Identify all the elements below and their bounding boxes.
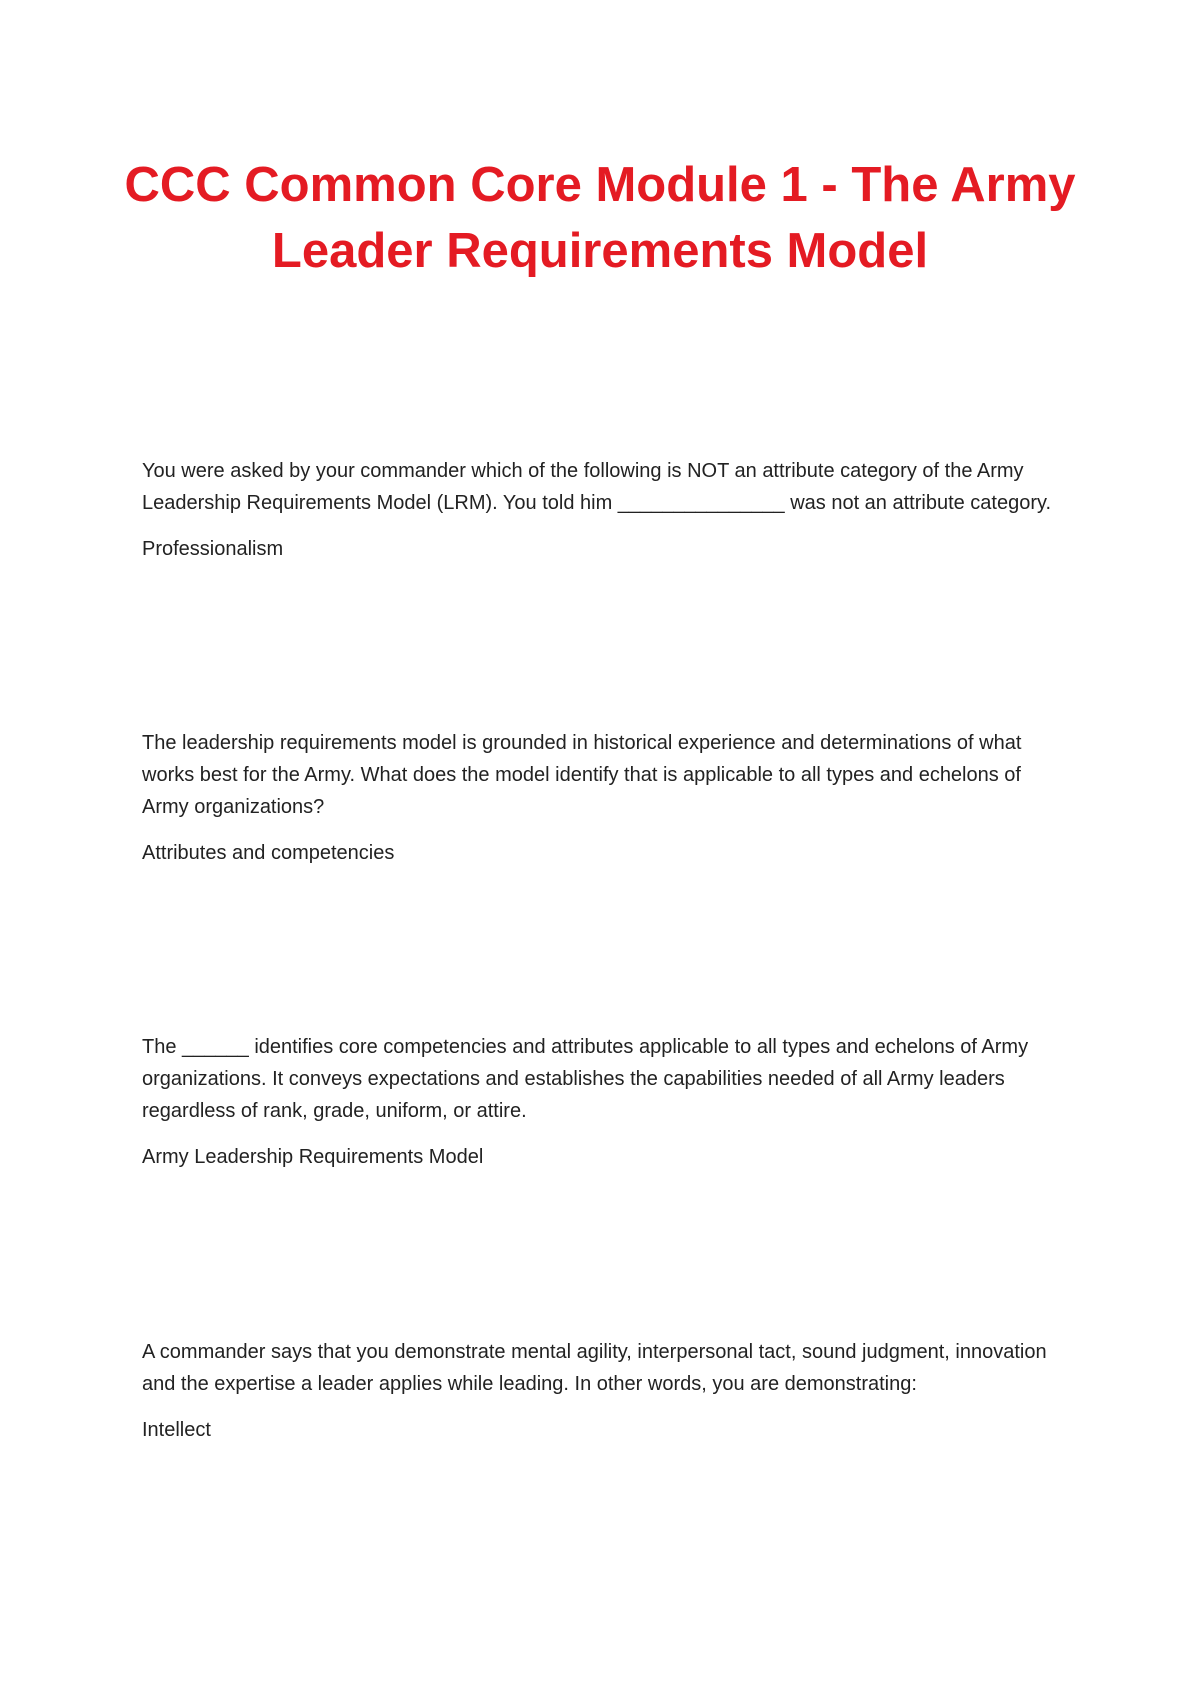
question-text: A commander says that you demonstrate mental agility, interpersonal tact, sound judgment, innovation and the expertise a leader applies while leading. In other words, you are demonstrating: <box>142 1341 1047 1395</box>
answer-text: Army Leadership Requirements Model <box>142 1146 484 1168</box>
question-text: The leadership requirements model is grounded in historical experience and determinations of what works best for the Army. What does the model identify that is applicable to all types and echelons of Army organizations? <box>142 732 1022 818</box>
question-text: The ______ identifies core competencies and attributes applicable to all types and echelons of Army organizations. It conveys expectations and establishes the capabilities needed of all Army leaders regardless of rank, grade, uniform, or attire. <box>142 1036 1029 1122</box>
qa-block <box>142 455 1072 565</box>
qa-block <box>142 1336 1072 1446</box>
document-title: CCC Common Core Module 1 - The Army Leader Requirements Model <box>124 158 1076 278</box>
answer-text: Professionalism <box>142 538 284 560</box>
question-text: You were asked by your commander which of the following is NOT an attribute category of the Army Leadership Requirements Model (LRM). You told him _______________ was not an attribute category. <box>142 460 1052 514</box>
qa-block <box>142 727 1072 869</box>
answer-text: Attributes and competencies <box>142 842 395 864</box>
answer-text: Intellect <box>142 1419 211 1441</box>
qa-block <box>142 1031 1072 1173</box>
